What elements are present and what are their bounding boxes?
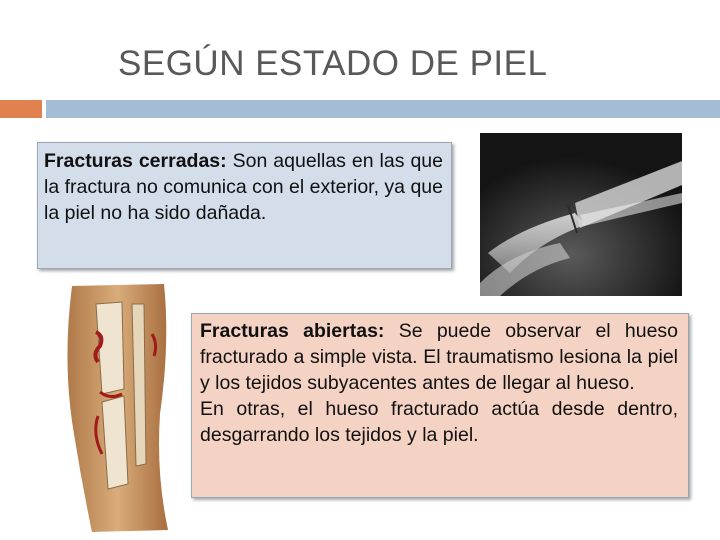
closed-fracture-paragraph xyxy=(44,148,443,226)
accent-bar-blue xyxy=(46,100,720,118)
open-fracture-heading: Fracturas abiertas: xyxy=(200,320,385,342)
open-fracture-leg-illustration xyxy=(52,284,194,532)
closed-fracture-text: Son aquellas en las que la fractura no comunica con el exterior, ya que la piel no ha sido dañada. xyxy=(44,150,443,224)
open-fracture-paragraph xyxy=(200,318,678,396)
closed-fracture-heading: Fracturas cerradas: xyxy=(44,150,227,172)
open-fracture-box xyxy=(191,313,689,498)
xray-image xyxy=(480,133,682,296)
accent-bar-orange xyxy=(0,100,42,118)
open-fracture-text: Se puede observar el hueso fracturado a simple vista. El traumatismo lesiona la piel y los tejidos subyacentes antes de llegar al hueso. xyxy=(200,320,679,394)
open-fracture-paragraph-2: En otras, el hueso fracturado actúa desde dentro, desgarrando los tejidos y la piel. xyxy=(200,398,678,446)
closed-fracture-box xyxy=(37,142,452,269)
slide-title: SEGÚN ESTADO DE PIEL xyxy=(118,44,548,83)
